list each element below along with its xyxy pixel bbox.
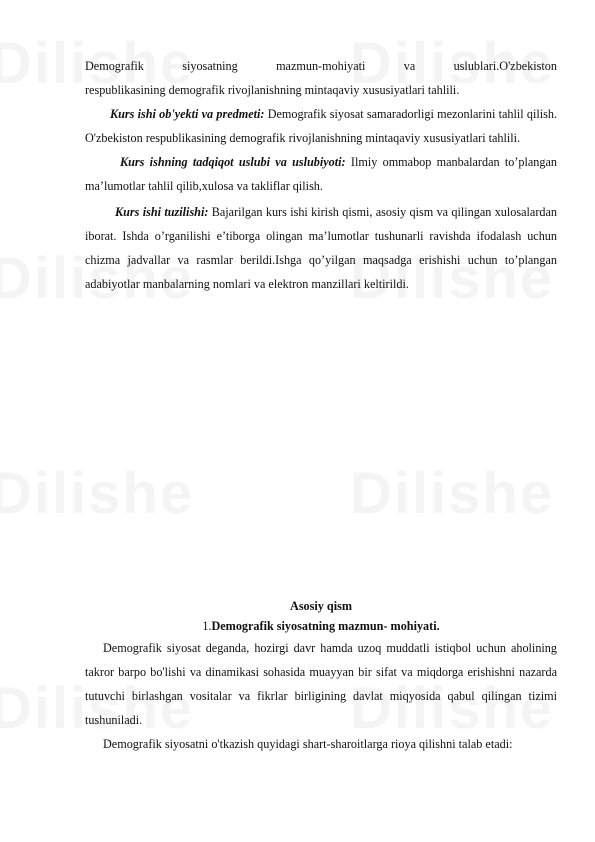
- main-title: Asosiy qism: [290, 599, 352, 613]
- main-paragraph-1: Demografik siyosat deganda, hozirgi davr hamda uzoq muddatli istiqbol uchun aholining takror barpo bo'lishi va dinamikasi sohasida muayyan bir sifat va miqdorga erishishni nazarda tutuvchi birlashgan vositalar va fikrlar birligining davlat miqyosida qabul qilingan tizimi tushuniladi.: [85, 641, 557, 727]
- structure-text: Bajarilgan kurs ishi kirish qismi, asosiy qism va qilingan xulosalardan iborat. Ishda o’rganilishi e’tiborga olingan ma’lumotlar tushunarli ravishda ifodalash uchun chizma jadvallar va rasmlar berildi.Ishga qo’yilgan maqsadga erishishi uchun to’plangan adabiyotlar manbalarning nomlari va elektron manzillari keltirildi.: [85, 205, 557, 291]
- object-label: Kurs ishi ob'yekti va predmeti:: [110, 107, 265, 121]
- section-title: Demografik siyosatning mazmun- mohiyati.: [211, 619, 440, 633]
- section-number: 1.: [202, 619, 212, 633]
- structure-paragraph: [85, 200, 557, 296]
- methods-text: Ilmiy ommabop manbalardan to’plangan ma’lumotlar tahlil qilib,xulosa va takliflar qilish.: [85, 155, 557, 193]
- watermark-text: [350, 460, 554, 527]
- structure-label: Kurs ishi tuzilishi:: [115, 205, 209, 219]
- section-heading: [85, 616, 557, 636]
- object-text: Demografik siyosat samaradorligi mezonlarini tahlil qilish. O'zbekiston respublikasining demografik rivojlanishning mintaqaviy xususiyatlari tahlili.: [85, 107, 557, 145]
- methods-paragraph: [85, 150, 557, 198]
- main-section: [85, 596, 557, 756]
- main-paragraph-2: Demografik siyosatni o'tkazish quyidagi shart-sharoitlarga rioya qilishni talab etadi:: [103, 737, 513, 751]
- watermark-text: [0, 460, 194, 527]
- intro-line-1: Demografik siyosatning mazmun-mohiyati va uslublari.O'zbekiston: [85, 59, 557, 73]
- object-paragraph: [85, 102, 557, 150]
- intro-line-2: respublikasining demografik rivojlanishning mintaqaviy xususiyatlari tahlili.: [85, 83, 460, 97]
- document-page: [85, 0, 557, 751]
- methods-label: Kurs ishning tadqiqot uslubi va uslubiyoti:: [120, 155, 346, 169]
